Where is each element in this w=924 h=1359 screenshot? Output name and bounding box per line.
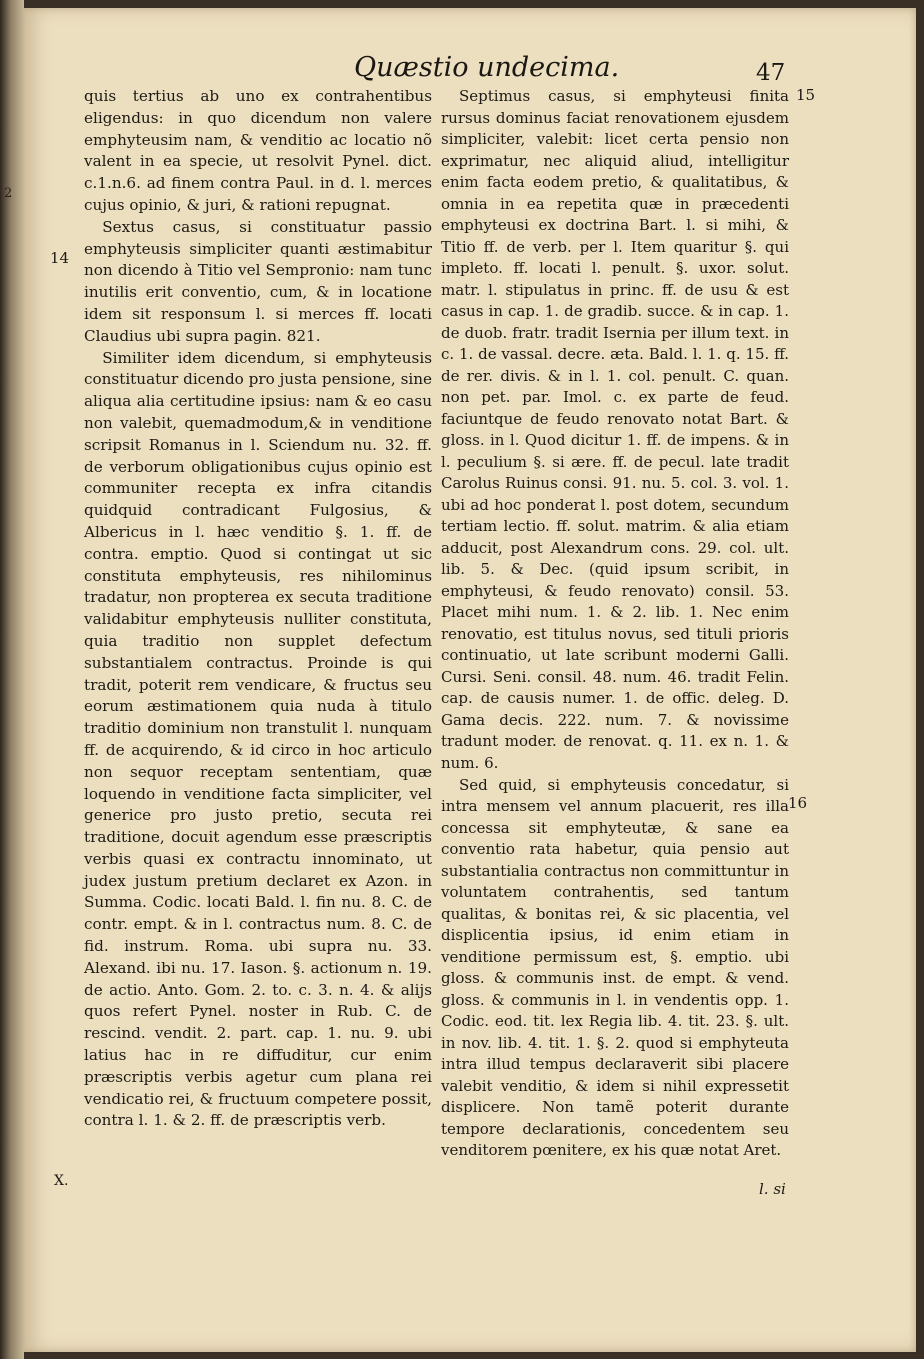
signature-mark: X. <box>54 1173 69 1189</box>
page-header-title: Quæstio undecima. <box>354 52 620 83</box>
left-paragraph-1: quis tertius ab uno ex contrahentibus eligendus: in quo dicendum non valere emphyteusim nam, & venditio ac locatio nõ valent in ea specie, ut resolvit Pynel. dict. c.1.n.6. ad finem contra Paul. in d. l. merces cujus opinio, & juri, & rationi repugnat. <box>84 87 432 214</box>
left-paragraph-2: Sextus casus, si constituatur passio emphyteusis simpliciter quanti æstimabitur non dicendo à Titio vel Sempronio: nam tunc inutilis erit conventio, cum, & in locatione idem sit responsum l. si merces ff. locati Claudius ubi supra pagin. 821. <box>84 217 432 345</box>
right-text-column <box>441 86 789 1162</box>
page-number: 47 <box>756 60 786 86</box>
catchword: l. si <box>759 1180 786 1198</box>
margin-number-14: 14 <box>50 249 70 267</box>
left-paragraph-3: Similiter idem dicendum, si emphyteusis constituatur dicendo pro justa pensione, sine aliqua alia certitudine ipsius: nam & eo casu non valebit, quemadmodum,& in venditione scripsit Romanus in l. Sciendum nu. 32. ff. de verborum obligationibus cujus opinio est communiter recepta ex infra citandis quidquid contradicant Fulgosius, & Albericus in l. hæc venditio §. 1. ff. de contra. emptio. Quod si contingat ut sic constituta emphyteusis, res nihilominus tradatur, non propterea ex secuta traditione validabitur emphyteusis nulliter constituta, quia traditio non supplet defectum substantialem contractus. Proinde is qui tradit, poterit rem vendicare, & fructus seu eorum æstimationem quia nuda à titulo traditio dominium non transtulit l. nunquam ff. de acquirendo, & id circo in hoc articulo non sequor receptam sententiam, quæ loquendo in venditione facta simpliciter, vel generice pro justo pretio, secuta rei traditione, docuit agendum esse præscriptis verbis quasi ex contractu innominato, ut judex justum pretium declaret ex Azon. in Summa. Codic. locati Bald. l. fin nu. 8. C. de contr. empt. & in l. contractus num. 8. C. de fid. instrum. Roma. ubi supra nu. 33. Alexand. ibi nu. 17. Iason. §. actionum n. 19. de actio. Anto. Gom. 2. to. c. 3. n. 4. & alijs quos refert Pynel. noster in Rub. C. de rescind. vendit. 2. part. cap. 1. nu. 9. ubi latius hac in re diffuditur, cur enim præscriptis verbis agetur cum plana rei vendicatio rei, & fructuum competere possit, contra l. 1. & 2. ff. de præscriptis verb. <box>84 348 432 1130</box>
margin-number-16: 16 <box>788 794 808 812</box>
book-page <box>24 8 916 1352</box>
right-paragraph-2: Sed quid, si emphyteusis concedatur, si intra mensem vel annum placuerit, res illa concessa sit emphyteutæ, & sane ea conventio rata habetur, quia pensio aut substantialia contractus non committuntur in voluntatem contrahentis, sed tantum qualitas, & bonitas rei, & sic placentia, vel displicentia ipsius, id enim etiam in venditione permissum est, §. emptio. ubi gloss. & communis inst. de empt. & vend. gloss. & communis in l. in vendentis opp. 1. Codic. eod. tit. lex Regia lib. 4. tit. 23. §. ult. in nov. lib. 4. tit. 1. §. 2. quod si emphyteuta intra illud tempus declaraverit sibi placere valebit venditio, & idem si nihil expressetit displicere. Non tamẽ poterit durante tempore declarationis, concedentem seu venditorem pœnitere, ex his quæ notat Aret. <box>441 775 789 1160</box>
right-paragraph-1: Septimus casus, si emphyteusi finita rursus dominus faciat renovationem ejusdem simpliciter, valebit: licet certa pensio non exprimatur, nec aliquid aliud, intelligitur enim facta eodem pretio, & qualitatibus, & omnia in ea repetita quæ in præcedenti emphyteusi ex doctrina Bart. l. si mihi, & Titio ff. de verb. per l. Item quaritur §. qui impleto. ff. locati l. penult. §. uxor. solut. matr. l. stipulatus in princ. ff. de usu & est casus in cap. 1. de gradib. succe. & in cap. 1. de duob. fratr. tradit Isernia per illum text. in c. 1. de vassal. decre. æta. Bald. l. 1. q. 15. ff. de rer. divis. & in l. 1. col. penult. C. quan. non pet. par. Imol. c. ex parte de feud. faciuntque de feudo renovato notat Bart. & gloss. in l. Quod dicitur 1. ff. de impens. & in l. peculium §. si ære. ff. de pecul. late tradit Carolus Ruinus consi. 91. nu. 5. col. 3. vol. 1. ubi ad hoc ponderat l. post dotem, secundum tertiam lectio. ff. solut. matrim. & alia etiam adducit, post Alexandrum cons. 29. col. ult. lib. 5. & Dec. (quid ipsum scribit, in emphyteusi, & feudo renovato) consil. 53. Placet mihi num. 1. & 2. lib. 1. Nec enim renovatio, est titulus novus, sed tituli prioris continuatio, ut late scribunt moderni Galli. Cursi. Seni. consil. 48. num. 46. tradit Felin. cap. de causis numer. 1. de offic. deleg. D. Gama decis. 222. num. 7. & novissime tradunt moder. de renovat. q. 11. ex n. 1. & num. 6. <box>441 87 789 772</box>
left-text-column <box>84 86 432 1132</box>
previous-page-margin-mark: 2 <box>4 186 13 201</box>
margin-number-15: 15 <box>796 86 816 104</box>
previous-page-edge <box>0 0 24 1359</box>
